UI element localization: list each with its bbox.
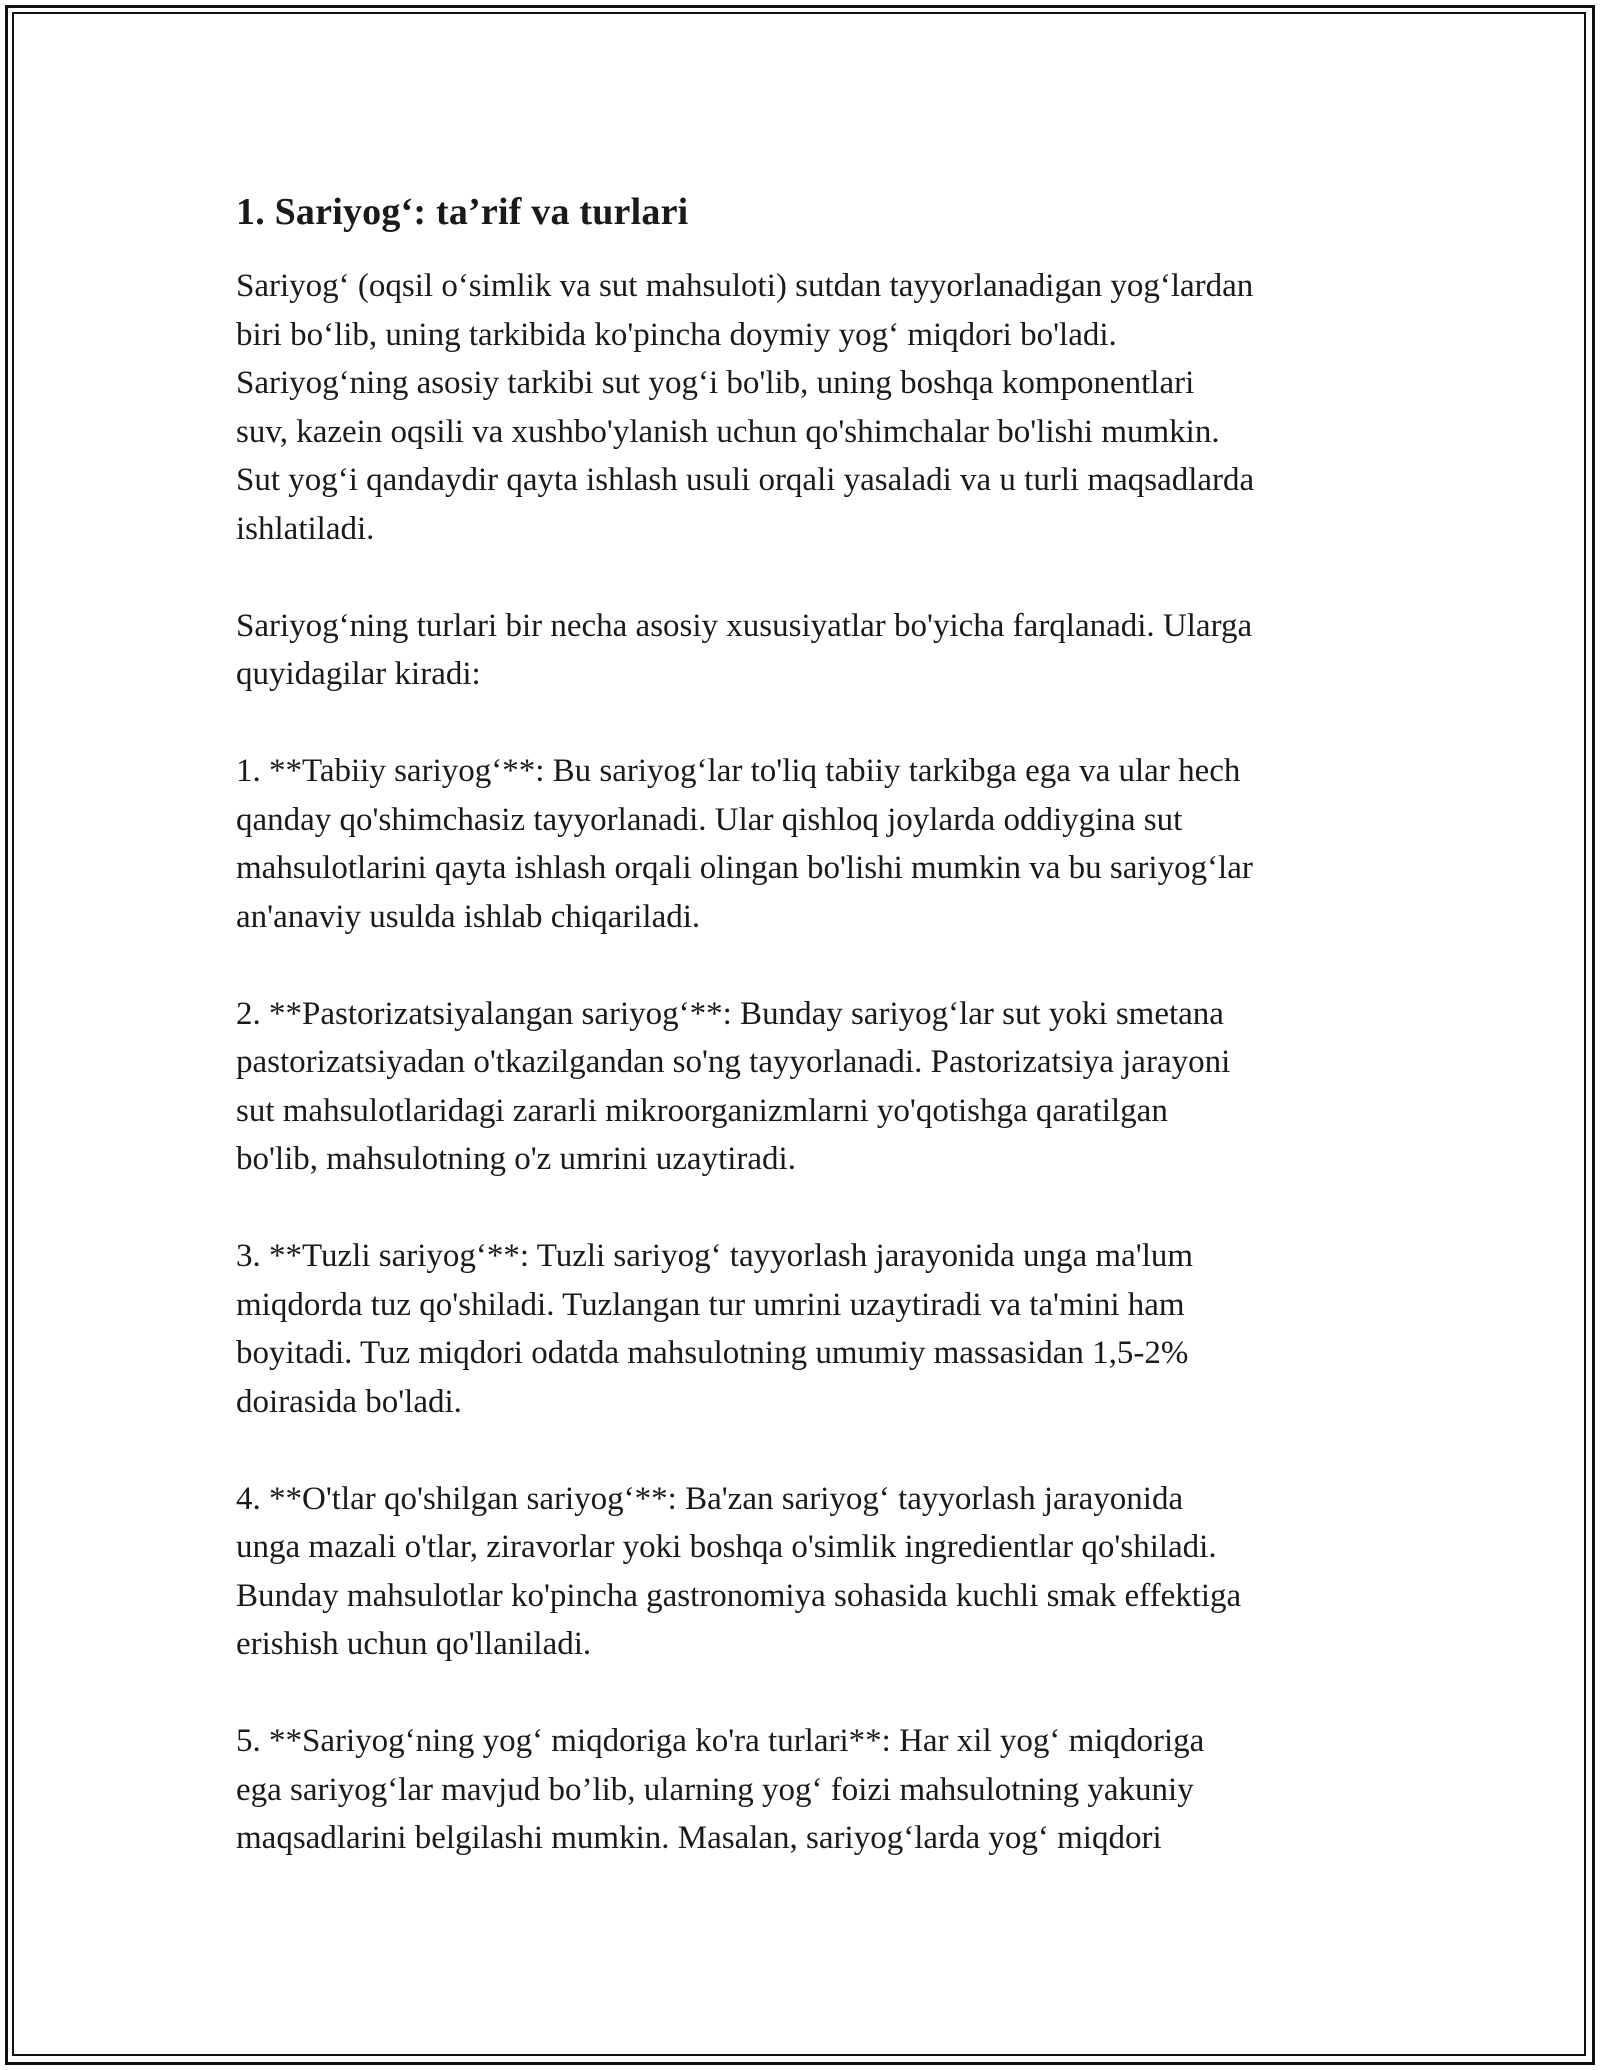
paragraph-types-intro: Sariyog‘ning turlari bir necha asosiy xususiyatlar bo'yicha farqlanadi. Ularga quyidagilar kiradi:	[236, 607, 1253, 692]
list-item-herb-butter: 4. **O'tlar qo'shilgan sariyog‘**: Ba'zan sariyog‘ tayyorlash jarayonida unga mazali o'tlar, ziravorlar yoki boshqa o'simlik ingredientlar qo'shiladi. Bunday mahsulotlar ko'pincha gastronomiya sohasida kuchli smak effektiga erishish uchun qo'llaniladi.	[236, 1480, 1242, 1662]
section-heading: 1. Sariyog‘: ta’rif va turlari	[236, 191, 689, 233]
list-item-salted-butter: 3. **Tuzli sariyog‘**: Tuzli sariyog‘ tayyorlash jarayonida unga ma'lum miqdorda tuz qo'shiladi. Tuzlangan tur umrini uzaytiradi va ta'mini ham boyitadi. Tuz miqdori odatda mahsulotning umumiy massasidan 1,5-2% doirasida bo'ladi.	[236, 1238, 1194, 1420]
list-item-fat-content-types: 5. **Sariyog‘ning yog‘ miqdoriga ko'ra turlari**: Har xil yog‘ miqdoriga ega sariyog‘lar mavjud bo’lib, ularning yog‘ foizi mahsulotning yakuniy maqsadlarini belgilashi mumkin. Masalan, sariyog‘larda yog‘ miqdori	[236, 1723, 1205, 1856]
list-item-pasteurized-butter: 2. **Pastorizatsiyalangan sariyog‘**: Bunday sariyog‘lar sut yoki smetana pastorizatsiyadan o'tkazilgandan so'ng tayyorlanadi. Pastorizatsiya jarayoni sut mahsulotlaridagi zararli mikroorganizmlarni yo'qotishga qaratilgan bo'lib, mahsulotning o'z umrini uzaytiradi.	[236, 995, 1231, 1177]
list-item-natural-butter: 1. **Tabiiy sariyog‘**: Bu sariyog‘lar to'liq tabiiy tarkibga ega va ular hech qanday qo'shimchasiz tayyorlanadi. Ular qishloq joylarda oddiygina sut mahsulotlarini qayta ishlash orqali olingan bo'lishi mumkin va bu sariyog‘lar an'anaviy usulda ishlab chiqariladi.	[236, 753, 1253, 935]
paragraph-definition: Sariyog‘ (oqsil o‘simlik va sut mahsuloti) sutdan tayyorlanadigan yog‘lardan biri bo‘lib, uning tarkibida ko'pincha doymiy yog‘ miqdori bo'ladi. Sariyog‘ning asosiy tarkibi sut yog‘i bo'lib, uning boshqa komponentlari suv, kazein oqsili va xushbo'ylanish uchun qo'shimchalar bo'lishi mumkin. Sut yog‘i qandaydir qayta ishlash usuli orqali yasaladi va u turli maqsadlarda ishlatiladi.	[236, 268, 1255, 547]
document-body	[236, 188, 1396, 1911]
